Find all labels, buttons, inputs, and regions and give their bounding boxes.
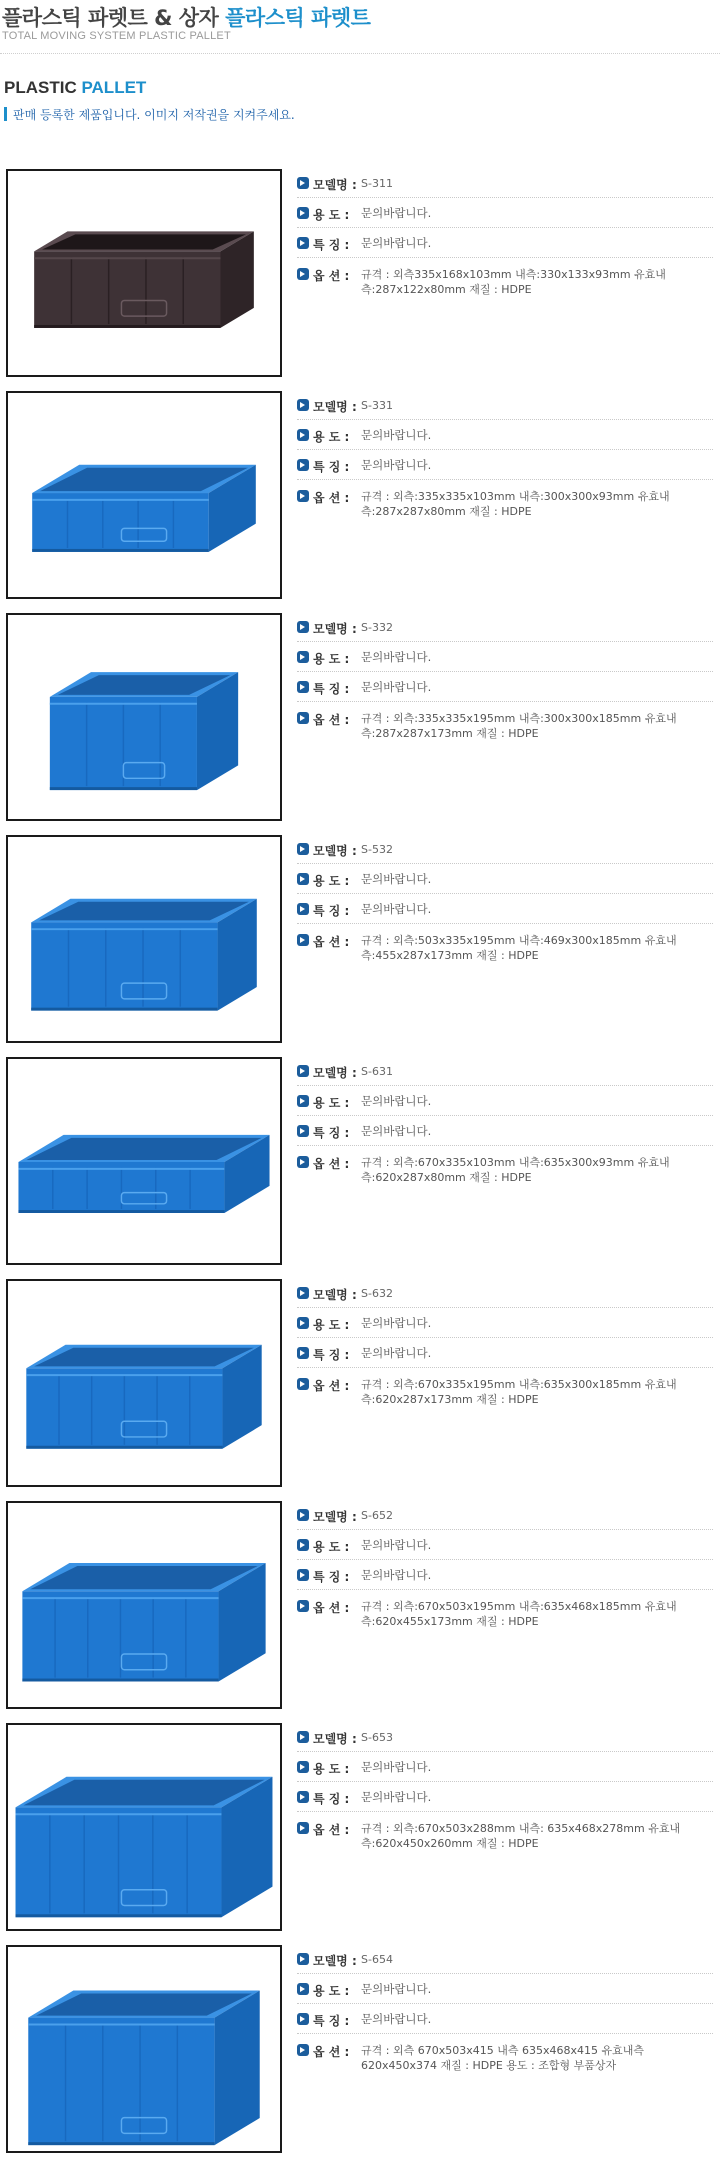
arrow-bullet-icon: [297, 873, 309, 885]
spec-row-model: [297, 613, 713, 642]
arrow-bullet-icon: [297, 2013, 309, 2025]
arrow-bullet-icon: [297, 712, 309, 724]
page-subtitle: TOTAL MOVING SYSTEM PLASTIC PALLET: [2, 30, 231, 42]
spec-row-feature: [297, 1560, 713, 1590]
value-use: 문의바랍니다.: [361, 206, 432, 220]
label-option: 옵 션 :: [313, 491, 350, 505]
arrow-bullet-icon: [297, 1095, 309, 1107]
label-use: 용 도 :: [313, 208, 350, 222]
value-option: 규격 : 외측:670x335x103mm 내측:635x300x93mm 유효내측:620x287x80mm 재질 : HDPE: [361, 1156, 670, 1184]
value-feature: 문의바랍니다.: [361, 458, 432, 472]
product-item: [0, 162, 720, 384]
label-use: 용 도 :: [313, 430, 350, 444]
label-feature: 특 징 :: [313, 1126, 350, 1140]
spec-row-model: [297, 835, 713, 864]
arrow-bullet-icon: [297, 1347, 309, 1359]
value-model: S-654: [361, 1953, 393, 1966]
value-feature: 문의바랍니다.: [361, 236, 432, 250]
label-feature: 특 징 :: [313, 904, 350, 918]
product-specs: [297, 391, 713, 524]
value-feature: 문의바랍니다.: [361, 1568, 432, 1582]
product-image[interactable]: [6, 1057, 282, 1265]
arrow-bullet-icon: [297, 459, 309, 471]
product-specs: [297, 1057, 713, 1190]
value-use: 문의바랍니다.: [361, 1982, 432, 1996]
label-model: 모델명 :: [313, 178, 357, 192]
arrow-bullet-icon: [297, 843, 309, 855]
label-use: 용 도 :: [313, 1984, 350, 1998]
value-use: 문의바랍니다.: [361, 1538, 432, 1552]
label-option: 옵 션 :: [313, 1157, 350, 1171]
page-title: [2, 2, 370, 32]
notice-text: 판매 등록한 제품입니다. 이미지 저작권을 지켜주세요.: [13, 107, 295, 122]
label-use: 용 도 :: [313, 1318, 350, 1332]
label-use: 용 도 :: [313, 1096, 350, 1110]
value-use: 문의바랍니다.: [361, 428, 432, 442]
spec-row-feature: [297, 894, 713, 924]
spec-row-use: [297, 642, 713, 672]
spec-row-model: [297, 169, 713, 198]
arrow-bullet-icon: [297, 681, 309, 693]
arrow-bullet-icon: [297, 1317, 309, 1329]
section-title: [4, 78, 146, 98]
product-specs: [297, 169, 713, 302]
spec-row-option: [297, 702, 713, 746]
value-option: 규격 : 외측 670x503x415 내측 635x468x415 유효내측 620x450x374 재질 : HDPE 용도 : 조합형 부품상자: [361, 2044, 644, 2072]
value-model: S-632: [361, 1287, 393, 1300]
arrow-bullet-icon: [297, 1600, 309, 1612]
label-feature: 특 징 :: [313, 2014, 350, 2028]
spec-row-feature: [297, 1338, 713, 1368]
value-feature: 문의바랍니다.: [361, 902, 432, 916]
spec-row-option: [297, 1368, 713, 1412]
arrow-bullet-icon: [297, 490, 309, 502]
spec-row-option: [297, 1146, 713, 1190]
value-model: S-332: [361, 621, 393, 634]
product-specs: [297, 1279, 713, 1412]
product-item: [0, 384, 720, 606]
header-divider: [0, 53, 720, 54]
arrow-bullet-icon: [297, 2044, 309, 2056]
product-specs: [297, 613, 713, 746]
product-specs: [297, 1501, 713, 1634]
arrow-bullet-icon: [297, 1791, 309, 1803]
label-model: 모델명 :: [313, 844, 357, 858]
value-option: 규격 : 외측:335x335x103mm 내측:300x300x93mm 유효내측:287x287x80mm 재질 : HDPE: [361, 490, 670, 518]
value-model: S-532: [361, 843, 393, 856]
label-feature: 특 징 :: [313, 460, 350, 474]
value-feature: 문의바랍니다.: [361, 1124, 432, 1138]
spec-row-option: [297, 1812, 713, 1856]
label-option: 옵 션 :: [313, 1823, 350, 1837]
value-feature: 문의바랍니다.: [361, 1346, 432, 1360]
label-use: 용 도 :: [313, 874, 350, 888]
spec-row-use: [297, 864, 713, 894]
arrow-bullet-icon: [297, 399, 309, 411]
arrow-bullet-icon: [297, 237, 309, 249]
product-item: [0, 1716, 720, 1938]
value-option: 규격 : 외측:670x503x195mm 내측:635x468x185mm 유효내측:620x455x173mm 재질 : HDPE: [361, 1600, 677, 1628]
spec-row-use: [297, 198, 713, 228]
product-item: [0, 606, 720, 828]
spec-row-option: [297, 2034, 713, 2078]
product-item: [0, 1494, 720, 1716]
arrow-bullet-icon: [297, 1156, 309, 1168]
arrow-bullet-icon: [297, 1378, 309, 1390]
spec-row-use: [297, 1974, 713, 2004]
product-specs: [297, 1723, 713, 1856]
product-image[interactable]: [6, 835, 282, 1043]
spec-row-feature: [297, 2004, 713, 2034]
label-model: 모델명 :: [313, 622, 357, 636]
value-model: S-653: [361, 1731, 393, 1744]
label-model: 모델명 :: [313, 1066, 357, 1080]
label-use: 용 도 :: [313, 652, 350, 666]
value-use: 문의바랍니다.: [361, 1316, 432, 1330]
spec-row-use: [297, 1752, 713, 1782]
arrow-bullet-icon: [297, 1125, 309, 1137]
spec-row-option: [297, 258, 713, 302]
label-feature: 특 징 :: [313, 1570, 350, 1584]
spec-row-feature: [297, 228, 713, 258]
value-feature: 문의바랍니다.: [361, 1790, 432, 1804]
arrow-bullet-icon: [297, 1539, 309, 1551]
arrow-bullet-icon: [297, 1065, 309, 1077]
label-use: 용 도 :: [313, 1540, 350, 1554]
arrow-bullet-icon: [297, 177, 309, 189]
label-model: 모델명 :: [313, 1954, 357, 1968]
spec-row-use: [297, 420, 713, 450]
spec-row-use: [297, 1308, 713, 1338]
label-feature: 특 징 :: [313, 1792, 350, 1806]
section-title-accent: PALLET: [81, 78, 147, 97]
arrow-bullet-icon: [297, 1983, 309, 1995]
product-image[interactable]: [6, 1501, 282, 1709]
value-model: S-311: [361, 177, 393, 190]
value-model: S-331: [361, 399, 393, 412]
spec-row-model: [297, 1057, 713, 1086]
copyright-notice: [4, 106, 295, 122]
arrow-bullet-icon: [297, 934, 309, 946]
label-feature: 특 징 :: [313, 1348, 350, 1362]
spec-row-feature: [297, 672, 713, 702]
value-option: 규격 : 외측:503x335x195mm 내측:469x300x185mm 유효내측:455x287x173mm 재질 : HDPE: [361, 934, 677, 962]
value-feature: 문의바랍니다.: [361, 2012, 432, 2026]
arrow-bullet-icon: [297, 1761, 309, 1773]
spec-row-option: [297, 1590, 713, 1634]
spec-row-feature: [297, 1782, 713, 1812]
product-item: [0, 1938, 720, 2160]
page-header: [0, 0, 720, 56]
arrow-bullet-icon: [297, 429, 309, 441]
product-image[interactable]: [6, 391, 282, 599]
product-list: [0, 162, 720, 2160]
product-specs: [297, 835, 713, 968]
arrow-bullet-icon: [297, 651, 309, 663]
arrow-bullet-icon: [297, 1822, 309, 1834]
spec-row-feature: [297, 450, 713, 480]
product-image[interactable]: [6, 1945, 282, 2153]
label-model: 모델명 :: [313, 1732, 357, 1746]
page-title-accent: 플라스틱 파렛트: [225, 6, 371, 30]
product-image[interactable]: [6, 1723, 282, 1931]
arrow-bullet-icon: [297, 903, 309, 915]
label-feature: 특 징 :: [313, 238, 350, 252]
spec-row-model: [297, 1723, 713, 1752]
value-use: 문의바랍니다.: [361, 1094, 432, 1108]
value-model: S-631: [361, 1065, 393, 1078]
arrow-bullet-icon: [297, 1953, 309, 1965]
product-image[interactable]: [6, 1279, 282, 1487]
spec-row-model: [297, 1279, 713, 1308]
value-option: 규격 : 외측:670x503x288mm 내측: 635x468x278mm 유효내측:620x450x260mm 재질 : HDPE: [361, 1822, 681, 1850]
product-item: [0, 828, 720, 1050]
product-image[interactable]: [6, 613, 282, 821]
arrow-bullet-icon: [297, 1509, 309, 1521]
section-title-main: PLASTIC: [4, 78, 82, 97]
spec-row-option: [297, 480, 713, 524]
spec-row-model: [297, 1501, 713, 1530]
value-use: 문의바랍니다.: [361, 1760, 432, 1774]
label-option: 옵 션 :: [313, 1601, 350, 1615]
spec-row-model: [297, 391, 713, 420]
arrow-bullet-icon: [297, 268, 309, 280]
product-item: [0, 1272, 720, 1494]
product-image[interactable]: [6, 169, 282, 377]
label-option: 옵 션 :: [313, 269, 350, 283]
page-title-main: 플라스틱 파렛트 & 상자: [2, 6, 226, 30]
spec-row-use: [297, 1530, 713, 1560]
spec-row-model: [297, 1945, 713, 1974]
value-model: S-652: [361, 1509, 393, 1522]
label-option: 옵 션 :: [313, 935, 350, 949]
label-option: 옵 션 :: [313, 713, 350, 727]
spec-row-use: [297, 1086, 713, 1116]
value-option: 규격 : 외측:335x335x195mm 내측:300x300x185mm 유효내측:287x287x173mm 재질 : HDPE: [361, 712, 677, 740]
value-use: 문의바랍니다.: [361, 872, 432, 886]
label-model: 모델명 :: [313, 1510, 357, 1524]
arrow-bullet-icon: [297, 1731, 309, 1743]
value-feature: 문의바랍니다.: [361, 680, 432, 694]
arrow-bullet-icon: [297, 1287, 309, 1299]
spec-row-feature: [297, 1116, 713, 1146]
value-option: 규격 : 외측335x168x103mm 내측:330x133x93mm 유효내측:287x122x80mm 재질 : HDPE: [361, 268, 666, 296]
arrow-bullet-icon: [297, 621, 309, 633]
arrow-bullet-icon: [297, 1569, 309, 1581]
label-option: 옵 션 :: [313, 2045, 350, 2059]
label-model: 모델명 :: [313, 400, 357, 414]
label-model: 모델명 :: [313, 1288, 357, 1302]
value-use: 문의바랍니다.: [361, 650, 432, 664]
value-option: 규격 : 외측:670x335x195mm 내측:635x300x185mm 유효내측:620x287x173mm 재질 : HDPE: [361, 1378, 677, 1406]
arrow-bullet-icon: [297, 207, 309, 219]
spec-row-option: [297, 924, 713, 968]
label-use: 용 도 :: [313, 1762, 350, 1776]
notice-bar-icon: [4, 107, 7, 121]
label-feature: 특 징 :: [313, 682, 350, 696]
product-specs: [297, 1945, 713, 2078]
label-option: 옵 션 :: [313, 1379, 350, 1393]
product-item: [0, 1050, 720, 1272]
